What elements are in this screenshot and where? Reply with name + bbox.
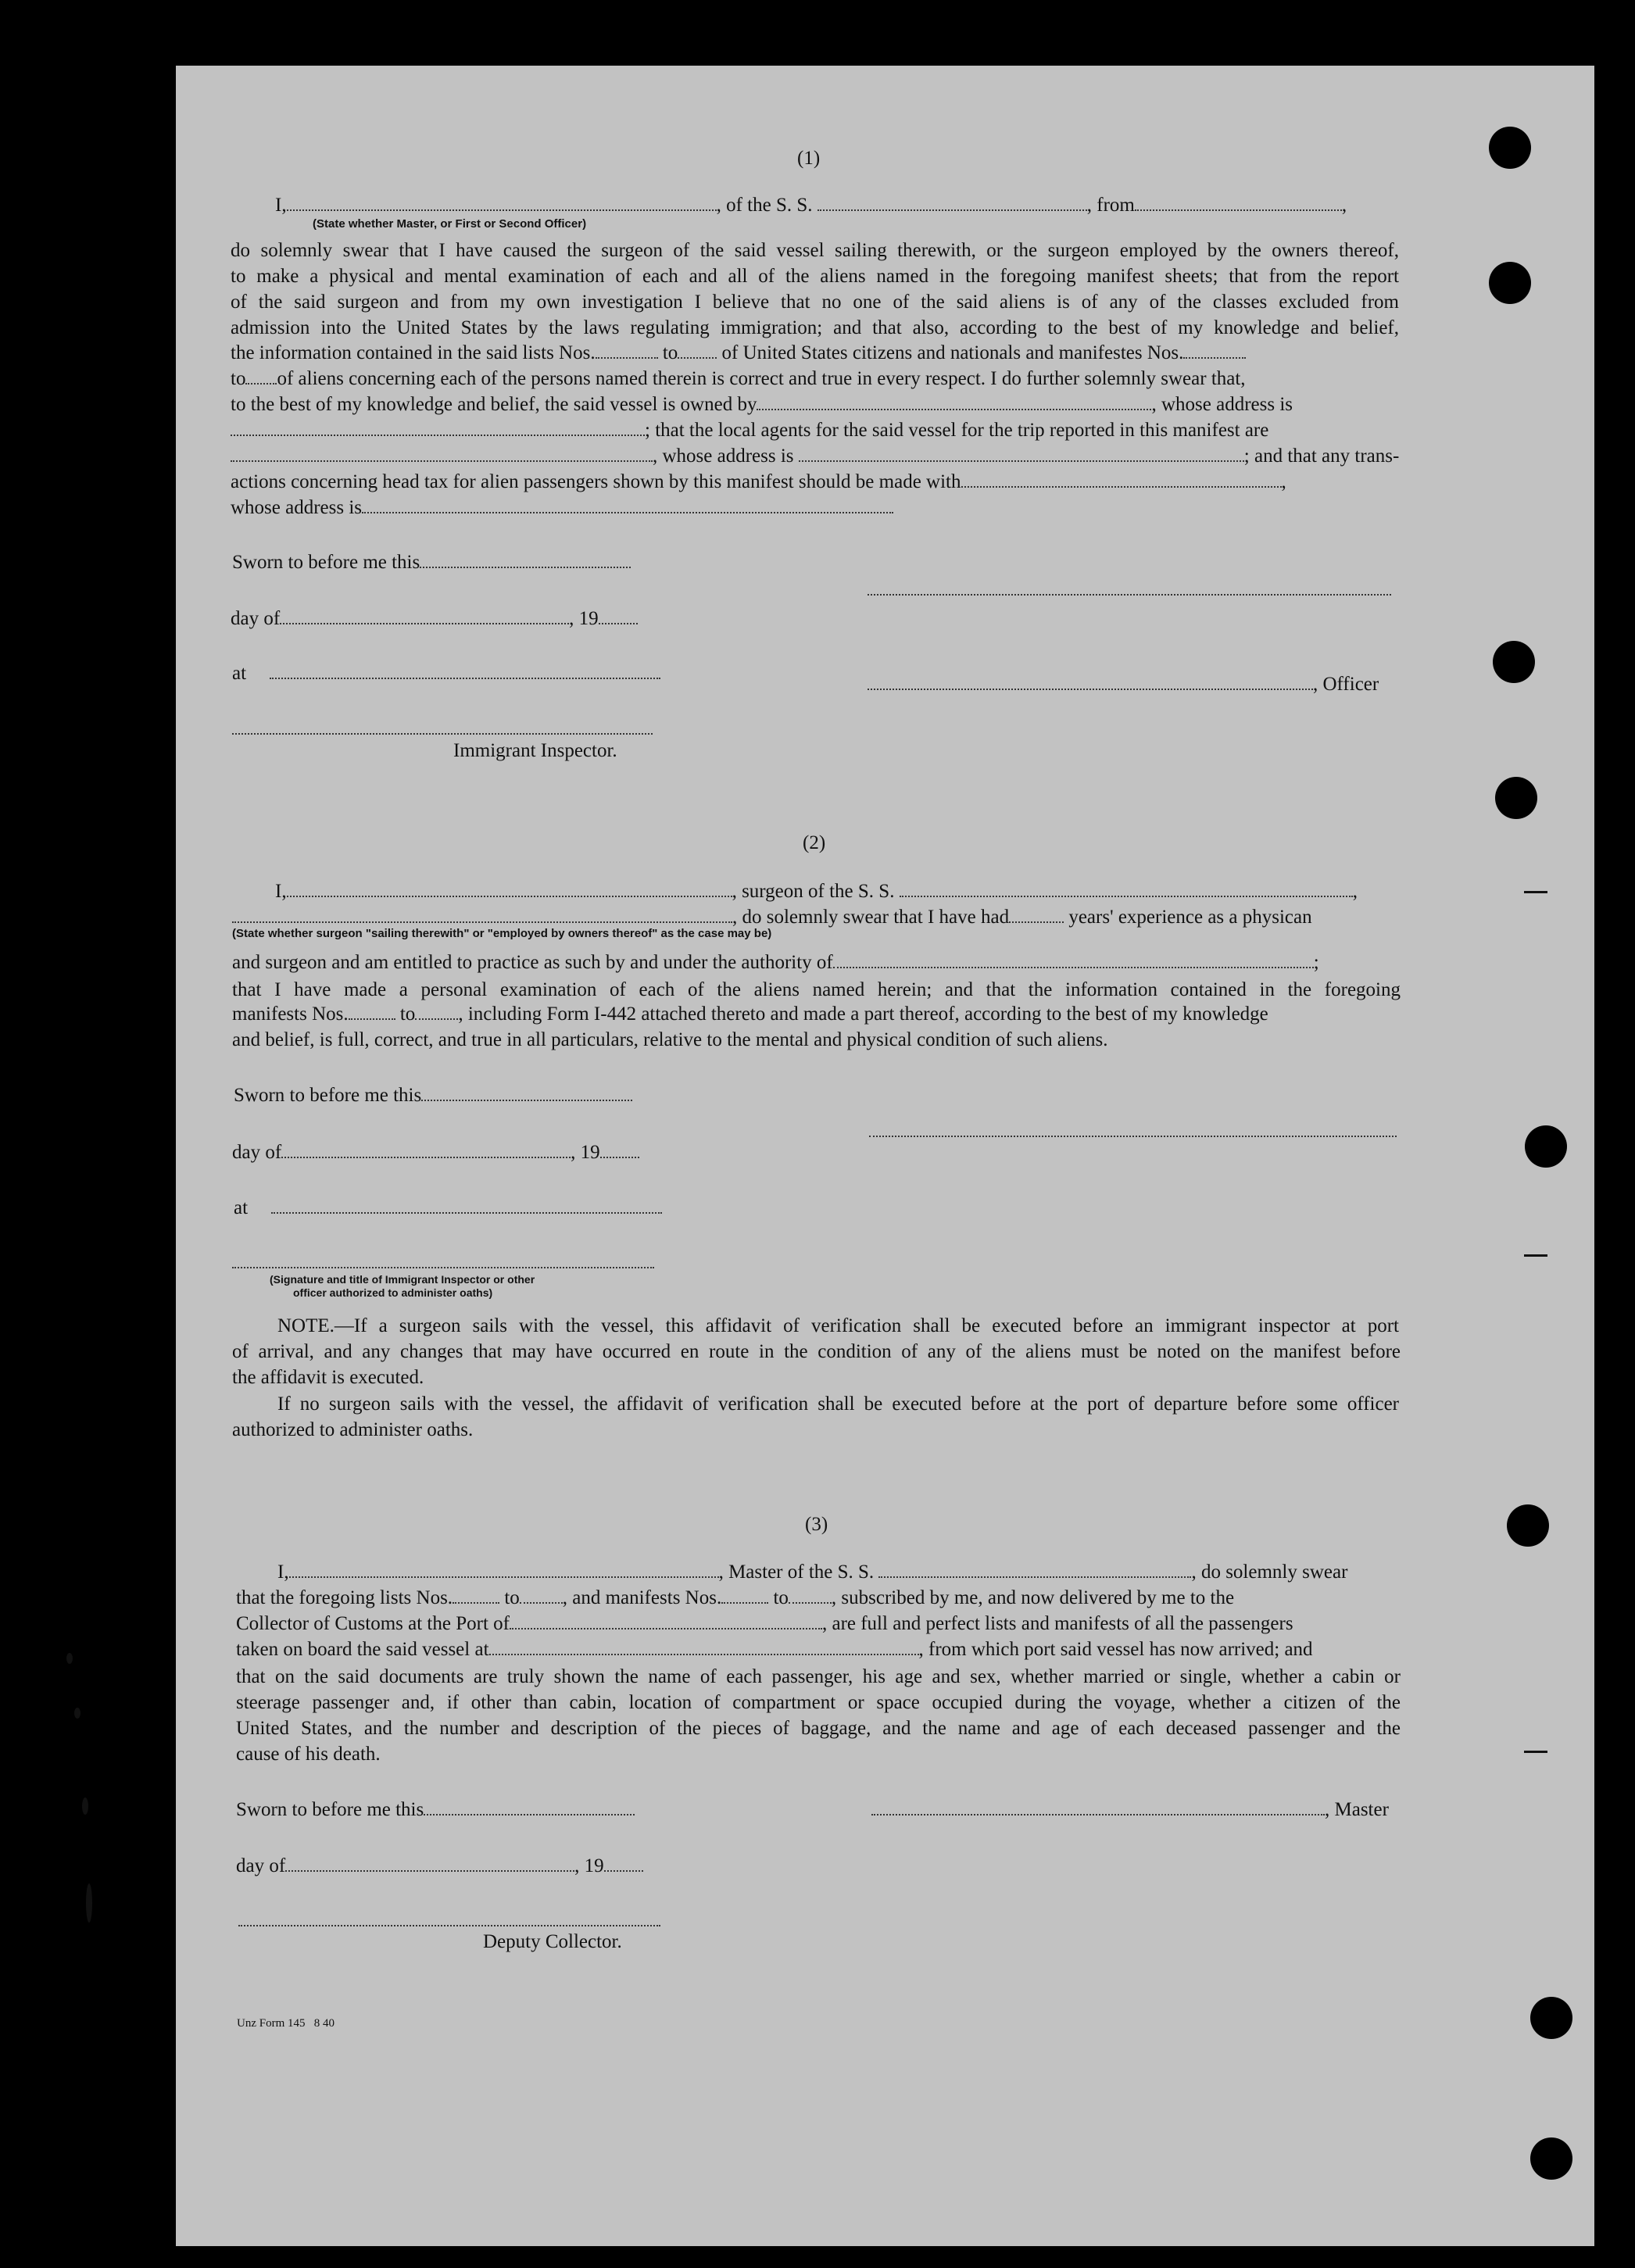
officer-note: (State whether Master, or First or Second Officer) bbox=[313, 217, 587, 231]
form-number: Unz Form 145 8 40 bbox=[237, 2017, 335, 2030]
master-signature-line: , Master bbox=[871, 1798, 1389, 1822]
edge-mark bbox=[1524, 1254, 1547, 1257]
binder-hole bbox=[1489, 262, 1531, 304]
day-of-label-2: day of , 19 bbox=[232, 1141, 639, 1164]
inspector-signature-line-2 bbox=[232, 1267, 654, 1268]
section-1-body-1: do solemnly swear that I have caused the surgeon of the said vessel sailing therewith, or the surgeon employed by the owners thereof, bbox=[231, 240, 1399, 261]
deputy-collector-label: Deputy Collector. bbox=[483, 1931, 622, 1952]
section-3-line-2: that the foregoing lists Nos. to , and manifests Nos. to , subscribed by me, and now delivered by me to the bbox=[236, 1587, 1235, 1608]
note-line-5: authorized to administer oaths. bbox=[232, 1419, 474, 1440]
note-line-1: NOTE.—If a surgeon sails with the vessel, this affidavit of verification shall be executed before an immigrant inspector at port bbox=[277, 1315, 1399, 1336]
collector-signature-line bbox=[238, 1925, 660, 1926]
section-3-body-2: steerage passenger and, if other than cabin, location of compartment or space occupied during the voyage, whether a citizen of the bbox=[236, 1692, 1401, 1713]
at-label-2: at bbox=[234, 1197, 662, 1220]
edge-mark bbox=[66, 1653, 73, 1664]
sworn-label-3: Sworn to before me this bbox=[236, 1798, 635, 1822]
section-1-whose-line: whose address is bbox=[231, 496, 893, 520]
note-line-3: the affidavit is executed. bbox=[232, 1367, 424, 1388]
section-3-line-1: I, , Master of the S. S. , do solemnly swear bbox=[277, 1561, 1348, 1583]
signature-line-1 bbox=[868, 594, 1391, 596]
section-1-body-2: to make a physical and mental examination of each and all of the aliens named in the foregoing manifest sheets; that from the report bbox=[231, 266, 1399, 287]
section-3-line-3: Collector of Customs at the Port of , are full and perfect lists and manifests of all the passengers bbox=[236, 1613, 1293, 1634]
section-1-line-1: I, , of the S. S. , from , bbox=[275, 195, 1347, 216]
section-2-heading: (2) bbox=[803, 832, 826, 853]
note-line-4: If no surgeon sails with the vessel, the affidavit of verification shall be executed before at the port of departure before some officer bbox=[277, 1393, 1399, 1415]
section-1-agents-line: ; that the local agents for the said vessel for the trip reported in this manifest are bbox=[231, 419, 1268, 442]
section-1-owner-line: to the best of my knowledge and belief, the said vessel is owned by , whose address is bbox=[231, 394, 1293, 415]
binder-hole bbox=[1530, 2137, 1572, 2180]
section-2-line-3: and surgeon and am entitled to practice as such by and under the authority of ; bbox=[232, 952, 1319, 973]
section-1-body-3: of the said surgeon and from my own investigation I believe that no one of the said aliens is of any of the classes excluded from bbox=[231, 292, 1399, 313]
binder-hole bbox=[1525, 1125, 1567, 1168]
inspector-signature-line bbox=[232, 733, 653, 735]
binder-hole bbox=[1493, 641, 1535, 683]
binder-hole bbox=[1507, 1504, 1549, 1547]
at-label-1: at bbox=[232, 662, 660, 685]
section-2-line-2: , do solemnly swear that I have had years' experience as a physican bbox=[232, 906, 1312, 929]
signature-line-2 bbox=[869, 1136, 1397, 1137]
edge-mark bbox=[1524, 1751, 1547, 1753]
section-3-body-4: cause of his death. bbox=[236, 1744, 381, 1765]
section-3-body-1: that on the said documents are truly shown the name of each passenger, his age and sex, whether married or single, whether a cabin or bbox=[236, 1666, 1401, 1687]
edge-mark bbox=[86, 1883, 92, 1923]
section-2-line-4: that I have made a personal examination of each of the aliens named herein; and that the information contained in the foregoing bbox=[232, 979, 1401, 1000]
section-1-lists-line: the information contained in the said lists Nos. to of United States citizens and nationals and manifestes Nos. bbox=[231, 342, 1246, 365]
section-3-heading: (3) bbox=[805, 1514, 828, 1535]
day-of-label-3: day of , 19 bbox=[236, 1855, 643, 1878]
section-2-line-1: I, , surgeon of the S. S. , bbox=[275, 881, 1358, 902]
section-1-to-line: to of aliens concerning each of the persons named therein is correct and true in every respect. I do further solemnly swear that, bbox=[231, 368, 1246, 389]
binder-hole bbox=[1495, 777, 1537, 819]
sworn-label-2: Sworn to before me this bbox=[234, 1084, 632, 1107]
section-1-body-4: admission into the United States by the laws regulating immigration; and that also, according to the best of my knowledge and belief, bbox=[231, 317, 1399, 338]
binder-hole bbox=[1530, 1997, 1572, 2039]
section-1-heading: (1) bbox=[797, 148, 821, 169]
edge-mark bbox=[74, 1708, 80, 1719]
note-line-2: of arrival, and any changes that may have occurred en route in the condition of any of the aliens must be noted on the manifest before bbox=[232, 1341, 1401, 1362]
officer-signature-line: , Officer bbox=[868, 673, 1379, 696]
section-3-line-4: taken on board the said vessel at , from which port said vessel has now arrived; and bbox=[236, 1639, 1313, 1660]
section-1-head-tax-line: actions concerning head tax for alien passengers shown by this manifest should be made with , bbox=[231, 471, 1286, 492]
signature-note-1: (Signature and title of Immigrant Inspector or other bbox=[270, 1273, 535, 1286]
sworn-label-1: Sworn to before me this bbox=[232, 551, 631, 574]
day-of-label-1: day of , 19 bbox=[231, 607, 638, 631]
section-1-address-line: , whose address is ; and that any trans- bbox=[231, 445, 1399, 468]
edge-mark bbox=[82, 1798, 88, 1815]
surgeon-note: (State whether surgeon "sailing therewith" or "employed by owners thereof" as the case may be) bbox=[232, 927, 772, 940]
section-3-body-3: United States, and the number and description of the pieces of baggage, and the name and age of each deceased passenger and the bbox=[236, 1718, 1401, 1739]
section-2-line-6: and belief, is full, correct, and true in all particulars, relative to the mental and physical condition of such aliens. bbox=[232, 1029, 1108, 1050]
binder-hole bbox=[1489, 127, 1531, 169]
immigrant-inspector-label: Immigrant Inspector. bbox=[453, 740, 617, 761]
edge-mark bbox=[1524, 891, 1547, 893]
section-2-line-5: manifests Nos. to , including Form I-442 attached thereto and made a part thereof, according to the best of my knowledge bbox=[232, 1003, 1268, 1025]
signature-note-2: officer authorized to administer oaths) bbox=[293, 1286, 493, 1299]
